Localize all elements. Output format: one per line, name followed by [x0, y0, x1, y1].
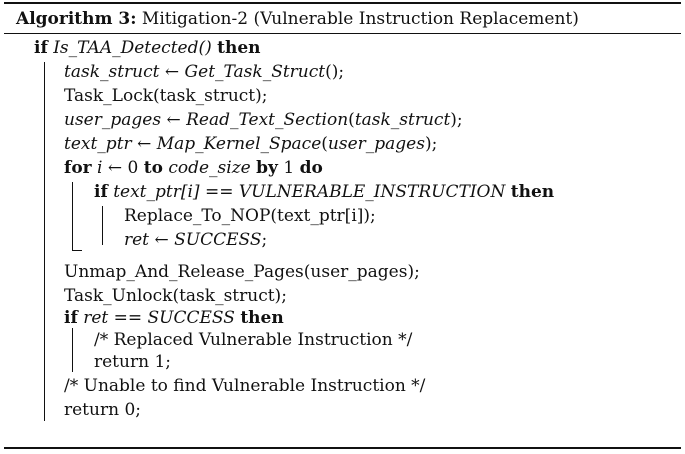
algorithm-line-9 [124, 228, 267, 252]
algorithm-line-6 [64, 156, 323, 180]
algorithm-line-3 [64, 84, 268, 108]
function-name: Read_Text_Section [186, 110, 349, 130]
variable: text_ptr [64, 134, 132, 154]
assign-arrow: ← [107, 158, 123, 178]
statement: Task_Unlock(task_struct); [64, 286, 287, 306]
statement: return 0; [64, 400, 141, 420]
line-tail: ); [450, 110, 463, 130]
keyword-then: then [240, 308, 284, 328]
algorithm-line-4 [64, 108, 463, 132]
loop-start: 0 [127, 158, 139, 178]
algorithm-caption [16, 6, 579, 32]
statement: Replace_To_NOP(text_ptr[i]); [124, 206, 376, 226]
comment: /* Replaced Vulnerable Instruction */ [94, 330, 413, 350]
algorithm-line-15 [64, 374, 425, 398]
assign-arrow: ← [164, 62, 180, 82]
condition: text_ptr[i] == VULNERABLE_INSTRUCTION [113, 182, 506, 202]
condition: Is_TAA_Detected() [53, 38, 212, 58]
algorithm-line-14 [94, 350, 171, 374]
keyword-if: if [34, 38, 48, 58]
statement: Unmap_And_Release_Pages(user_pages); [64, 262, 420, 282]
keyword-do: do [299, 158, 323, 178]
algorithm-label: Algorithm 3: [16, 9, 137, 29]
keyword-if: if [64, 308, 78, 328]
algorithm-line-16 [64, 398, 141, 422]
constant: SUCCESS [174, 230, 262, 250]
algorithm-line-5 [64, 132, 437, 156]
top-rule [4, 2, 681, 4]
function-name: Map_Kernel_Space [156, 134, 322, 154]
keyword-for: for [64, 158, 92, 178]
for-block-end [72, 250, 82, 251]
line-tail: ; [261, 230, 268, 250]
for-block-bar [72, 182, 73, 251]
argument: user_pages [327, 134, 425, 154]
if-block-bar [44, 62, 45, 421]
variable: ret [124, 230, 150, 250]
keyword-then: then [217, 38, 261, 58]
assign-arrow: ← [154, 230, 169, 250]
algorithm-title: Mitigation-2 (Vulnerable Instruction Replacement) [141, 9, 579, 29]
caption-rule [4, 33, 681, 34]
statement: return 1; [94, 352, 171, 372]
open-paren: ( [348, 110, 355, 130]
bottom-rule [4, 447, 681, 449]
line-tail: ); [424, 134, 438, 154]
algorithm-line-12 [64, 306, 284, 330]
algorithm-line-8 [124, 204, 376, 228]
inner-if-block-bar [102, 206, 103, 245]
algorithm-line-1 [34, 36, 261, 60]
assign-arrow: ← [166, 110, 181, 130]
argument: task_struct [354, 110, 451, 130]
keyword-if: if [94, 182, 108, 202]
algorithm-line-11 [64, 284, 287, 308]
open-paren: ( [321, 134, 328, 154]
keyword-by: by [256, 158, 278, 178]
keyword-to: to [143, 158, 163, 178]
function-name: Get_Task_Struct [184, 62, 326, 82]
comment: /* Unable to find Vulnerable Instruction */ [64, 376, 426, 396]
keyword-then: then [510, 182, 555, 202]
loop-step: 1 [283, 158, 295, 178]
loop-end: code_size [168, 158, 251, 178]
variable: user_pages [64, 110, 162, 130]
condition: ret == SUCCESS [83, 308, 235, 328]
algorithm-line-7 [94, 180, 554, 204]
loop-variable: i [97, 158, 103, 178]
line-tail: (); [325, 62, 345, 82]
algorithm-line-10 [64, 260, 420, 284]
algorithm-line-2 [64, 60, 344, 84]
ret-if-block-bar [72, 328, 73, 372]
statement: Task_Lock(task_struct); [64, 86, 268, 106]
algorithm-line-13 [94, 328, 412, 352]
variable: task_struct [64, 62, 160, 82]
assign-arrow: ← [137, 134, 152, 154]
